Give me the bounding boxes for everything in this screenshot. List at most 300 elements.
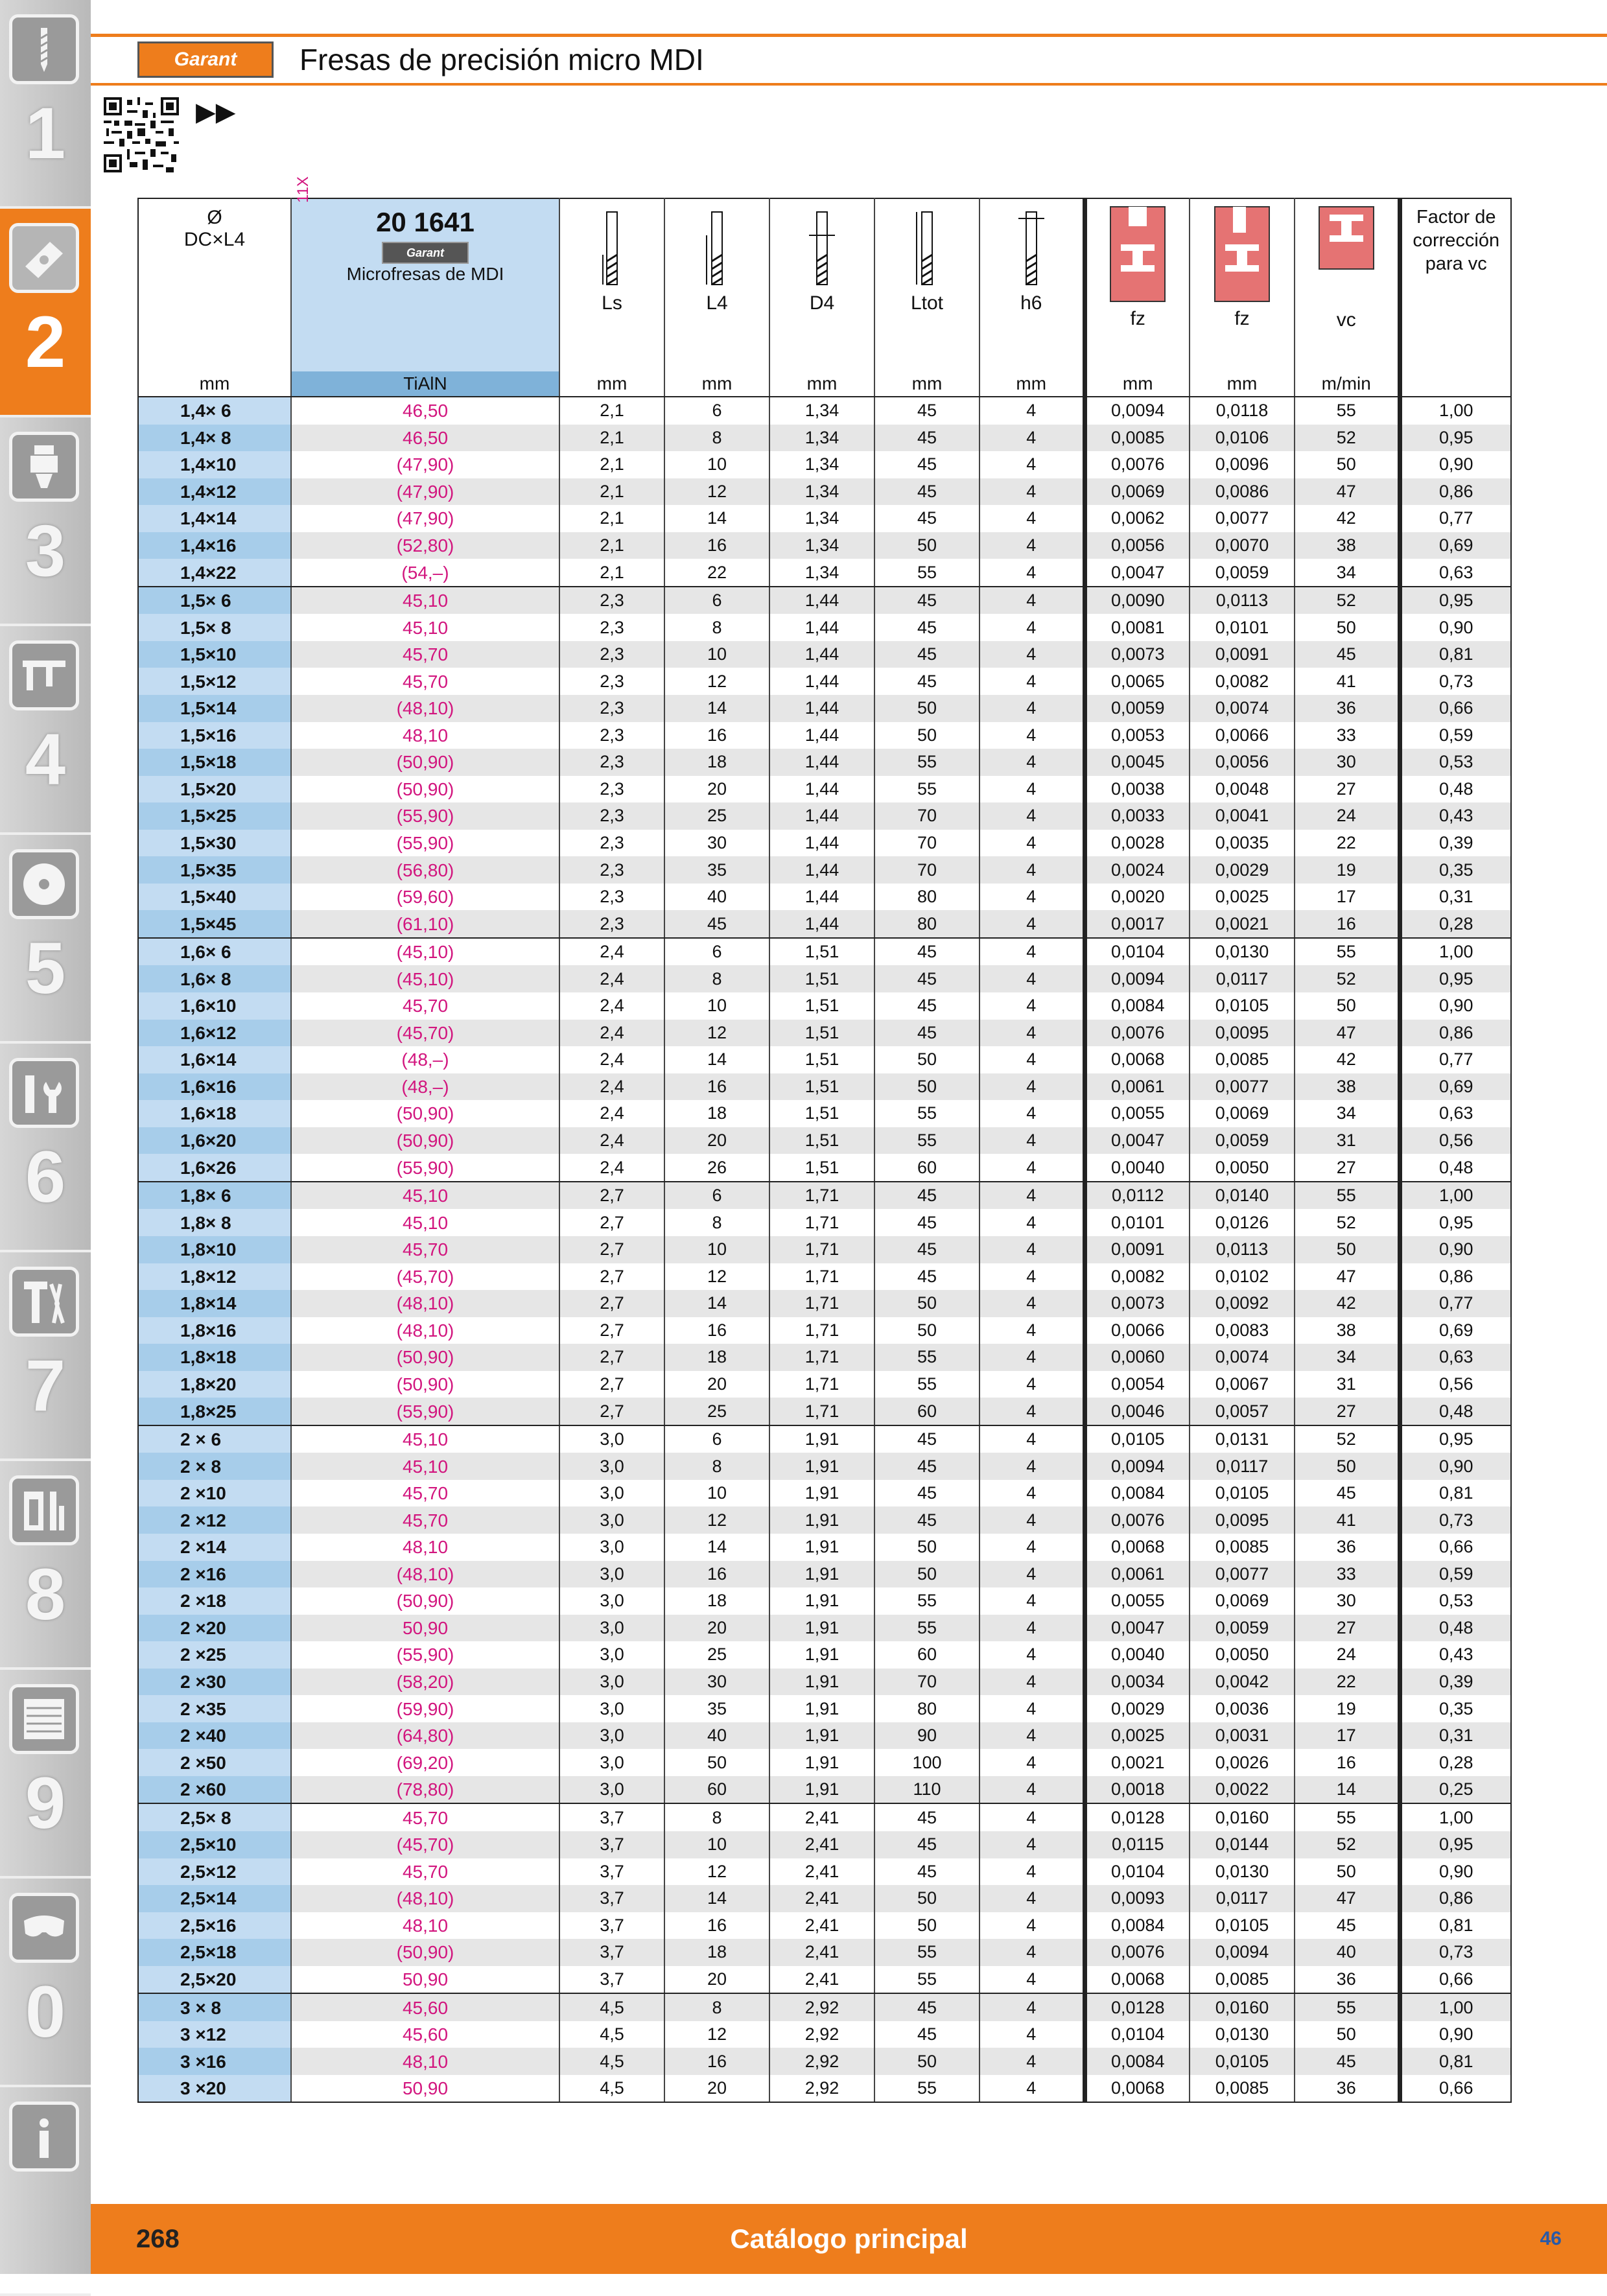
- table-row[interactable]: [138, 1398, 1511, 1425]
- header-correction: [1400, 198, 1511, 371]
- cell-fz-slot: 0,0084: [1085, 992, 1190, 1020]
- cell-l4: 25: [664, 1398, 769, 1425]
- cell-l4: 20: [664, 1371, 769, 1398]
- cell-l4: 14: [664, 695, 769, 722]
- cell-d4: 1,44: [769, 641, 874, 668]
- chapter-number: 8: [25, 1554, 66, 1635]
- cell-l4: 16: [664, 722, 769, 749]
- cell-ls: 2,1: [559, 425, 664, 452]
- saw-blade-icon: [20, 860, 68, 908]
- cell-dimension: 1,8× 6: [138, 1182, 291, 1210]
- cell-correction: 0,28: [1400, 910, 1511, 938]
- table-row[interactable]: [138, 1669, 1511, 1696]
- unit-coating: TiAlN: [291, 371, 559, 397]
- table-row[interactable]: [138, 884, 1511, 911]
- table-row[interactable]: [138, 1858, 1511, 1886]
- table-row[interactable]: [138, 938, 1511, 966]
- unit-correction: [1400, 371, 1511, 397]
- cell-d4: 1,44: [769, 830, 874, 857]
- cell-fz-slot: 0,0105: [1085, 1425, 1190, 1453]
- cell-l4: 20: [664, 1127, 769, 1154]
- cell-h6: 4: [979, 1615, 1085, 1642]
- table-row[interactable]: [138, 1236, 1511, 1263]
- cell-correction: 0,86: [1400, 1885, 1511, 1912]
- cell-d4: 1,91: [769, 1587, 874, 1615]
- cell-correction: 0,90: [1400, 2021, 1511, 2048]
- unit-h6: mm: [979, 371, 1085, 397]
- cell-l4: 8: [664, 425, 769, 452]
- cell-fz-side: 0,0140: [1190, 1182, 1295, 1210]
- cell-l4: 18: [664, 749, 769, 776]
- cell-dimension: 1,5×10: [138, 641, 291, 668]
- cell-h6: 4: [979, 776, 1085, 803]
- cell-fz-side: 0,0101: [1190, 614, 1295, 641]
- cell-fz-slot: 0,0115: [1085, 1831, 1190, 1858]
- cell-l4: 50: [664, 1749, 769, 1776]
- cell-dimension: 2 ×14: [138, 1534, 291, 1561]
- table-row[interactable]: [138, 1100, 1511, 1127]
- cell-d4: 1,91: [769, 1453, 874, 1480]
- cell-fz-side: 0,0160: [1190, 1993, 1295, 2021]
- table-row[interactable]: [138, 1046, 1511, 1073]
- cell-correction: 1,00: [1400, 1993, 1511, 2021]
- cell-ls: 3,0: [559, 1561, 664, 1588]
- cell-fz-side: 0,0057: [1190, 1398, 1295, 1425]
- cell-correction: 0,25: [1400, 1776, 1511, 1804]
- cell-fz-slot: 0,0047: [1085, 559, 1190, 587]
- cell-vc: 42: [1295, 1290, 1400, 1317]
- cell-fz-slot: 0,0038: [1085, 776, 1190, 803]
- cell-ls: 3,0: [559, 1425, 664, 1453]
- table-row[interactable]: [138, 1831, 1511, 1858]
- cell-fz-slot: 0,0104: [1085, 2021, 1190, 2048]
- chapter-tab-8[interactable]: [0, 1461, 91, 1670]
- cell-fz-side: 0,0085: [1190, 1966, 1295, 1994]
- cell-correction: 0,95: [1400, 965, 1511, 992]
- cell-ls: 3,7: [559, 1912, 664, 1939]
- cell-fz-slot: 0,0076: [1085, 1506, 1190, 1534]
- cell-price: 45,10: [291, 1209, 559, 1236]
- chapter-tab-7[interactable]: [0, 1252, 91, 1461]
- table-row[interactable]: [138, 2048, 1511, 2075]
- cell-ltot: 60: [874, 1641, 979, 1669]
- table-row[interactable]: [138, 1561, 1511, 1588]
- table-row[interactable]: [138, 1317, 1511, 1344]
- table-row[interactable]: [138, 1506, 1511, 1534]
- table-row[interactable]: [138, 532, 1511, 559]
- chapter-tab-3[interactable]: [0, 417, 91, 626]
- cell-correction: 0,31: [1400, 884, 1511, 911]
- table-row[interactable]: [138, 1371, 1511, 1398]
- cell-correction: 0,81: [1400, 2048, 1511, 2075]
- cell-ls: 3,0: [559, 1480, 664, 1507]
- table-row[interactable]: [138, 1641, 1511, 1669]
- cell-price: 45,10: [291, 1182, 559, 1210]
- table-row[interactable]: [138, 1776, 1511, 1804]
- cell-ls: 2,3: [559, 910, 664, 938]
- cell-vc: 55: [1295, 1182, 1400, 1210]
- table-row[interactable]: [138, 776, 1511, 803]
- cell-l4: 14: [664, 1534, 769, 1561]
- chapter-tab-9[interactable]: [0, 1670, 91, 1879]
- table-row[interactable]: [138, 1912, 1511, 1939]
- ls-label: Ls: [602, 292, 622, 314]
- chapter-tab-6[interactable]: [0, 1044, 91, 1252]
- cell-d4: 1,71: [769, 1182, 874, 1210]
- cell-ltot: 90: [874, 1722, 979, 1750]
- cell-price: (50,90): [291, 1587, 559, 1615]
- cell-price: (50,90): [291, 1939, 559, 1966]
- cell-price: (50,90): [291, 1127, 559, 1154]
- cell-ls: 2,4: [559, 1127, 664, 1154]
- cell-ls: 2,7: [559, 1209, 664, 1236]
- cell-ltot: 50: [874, 1317, 979, 1344]
- cell-price: (48,10): [291, 1290, 559, 1317]
- table-row[interactable]: [138, 587, 1511, 615]
- cell-ls: 2,1: [559, 532, 664, 559]
- cell-vc: 47: [1295, 1885, 1400, 1912]
- table-row[interactable]: [138, 1127, 1511, 1154]
- cell-dimension: 1,4×22: [138, 559, 291, 587]
- cell-d4: 1,44: [769, 695, 874, 722]
- chapter-icon-frame: [9, 2102, 79, 2172]
- cell-price: 45,70: [291, 1803, 559, 1831]
- table-row[interactable]: [138, 668, 1511, 695]
- table-row[interactable]: [138, 1209, 1511, 1236]
- cell-l4: 40: [664, 1722, 769, 1750]
- table-row[interactable]: [138, 992, 1511, 1020]
- cell-l4: 35: [664, 1695, 769, 1722]
- cell-ltot: 80: [874, 1695, 979, 1722]
- cell-ls: 2,3: [559, 641, 664, 668]
- cell-vc: 24: [1295, 802, 1400, 830]
- cell-ltot: 110: [874, 1776, 979, 1804]
- cell-h6: 4: [979, 1803, 1085, 1831]
- table-row[interactable]: [138, 451, 1511, 478]
- table-row[interactable]: [138, 505, 1511, 532]
- chapter-number: 6: [25, 1136, 66, 1217]
- table-row[interactable]: [138, 397, 1511, 425]
- table-row[interactable]: [138, 2075, 1511, 2103]
- cell-vc: 52: [1295, 1425, 1400, 1453]
- cell-d4: 1,44: [769, 910, 874, 938]
- chapter-number: 0: [25, 1971, 66, 2052]
- cell-l4: 8: [664, 1209, 769, 1236]
- table-row[interactable]: [138, 1695, 1511, 1722]
- cell-fz-slot: 0,0045: [1085, 749, 1190, 776]
- cell-ltot: 45: [874, 1182, 979, 1210]
- table-row[interactable]: [138, 1073, 1511, 1101]
- cell-dimension: 1,5×18: [138, 749, 291, 776]
- table-row[interactable]: [138, 2021, 1511, 2048]
- cell-price: (50,90): [291, 1344, 559, 1371]
- cell-l4: 25: [664, 1641, 769, 1669]
- cell-dimension: 2 ×60: [138, 1776, 291, 1804]
- cell-ltot: 55: [874, 1966, 979, 1994]
- cell-dimension: 1,5×35: [138, 856, 291, 884]
- cell-ltot: 45: [874, 1425, 979, 1453]
- cell-correction: 0,43: [1400, 802, 1511, 830]
- cell-d4: 1,51: [769, 1046, 874, 1073]
- cell-h6: 4: [979, 1939, 1085, 1966]
- table-row[interactable]: [138, 802, 1511, 830]
- table-row[interactable]: [138, 1182, 1511, 1210]
- cell-fz-slot: 0,0101: [1085, 1209, 1190, 1236]
- table-row[interactable]: [138, 1993, 1511, 2021]
- cell-fz-side: 0,0042: [1190, 1669, 1295, 1696]
- header-d4: [769, 198, 874, 371]
- cell-fz-slot: 0,0084: [1085, 2048, 1190, 2075]
- cell-d4: 1,44: [769, 668, 874, 695]
- cell-h6: 4: [979, 749, 1085, 776]
- drill-icon: [20, 25, 68, 73]
- cell-fz-side: 0,0086: [1190, 478, 1295, 506]
- cell-d4: 1,91: [769, 1425, 874, 1453]
- cell-vc: 14: [1295, 1776, 1400, 1804]
- chapter-tab-info[interactable]: [0, 2087, 91, 2296]
- cell-h6: 4: [979, 1695, 1085, 1722]
- cell-ltot: 45: [874, 965, 979, 992]
- cell-l4: 16: [664, 532, 769, 559]
- table-row[interactable]: [138, 641, 1511, 668]
- cell-correction: 0,73: [1400, 1506, 1511, 1534]
- table-row[interactable]: [138, 1803, 1511, 1831]
- cell-correction: 1,00: [1400, 1182, 1511, 1210]
- cell-h6: 4: [979, 1020, 1085, 1047]
- cell-l4: 14: [664, 1046, 769, 1073]
- cell-price: (50,90): [291, 749, 559, 776]
- table-row[interactable]: [138, 1615, 1511, 1642]
- cell-l4: 20: [664, 776, 769, 803]
- table-row[interactable]: [138, 1154, 1511, 1182]
- cell-ls: 4,5: [559, 2021, 664, 2048]
- cell-ltot: 55: [874, 2075, 979, 2103]
- forward-arrows-icon[interactable]: ▶▶: [196, 98, 236, 126]
- cell-l4: 14: [664, 1885, 769, 1912]
- cell-correction: 0,86: [1400, 1263, 1511, 1291]
- cell-ltot: 45: [874, 1236, 979, 1263]
- table-row[interactable]: [138, 1722, 1511, 1750]
- cell-l4: 18: [664, 1587, 769, 1615]
- table-row[interactable]: [138, 1263, 1511, 1291]
- endmill-l4-icon: [685, 209, 749, 287]
- table-row[interactable]: [138, 1534, 1511, 1561]
- table-row[interactable]: [138, 559, 1511, 587]
- cell-l4: 6: [664, 1425, 769, 1453]
- cell-price: (58,20): [291, 1669, 559, 1696]
- cell-h6: 4: [979, 1885, 1085, 1912]
- cell-fz-slot: 0,0055: [1085, 1587, 1190, 1615]
- cell-d4: 1,44: [769, 614, 874, 641]
- cell-d4: 1,51: [769, 1154, 874, 1182]
- section-number: 46: [1540, 2228, 1562, 2249]
- page-title: Fresas de precisión micro MDI: [299, 43, 704, 76]
- cell-correction: 0,43: [1400, 1641, 1511, 1669]
- cell-correction: 0,48: [1400, 776, 1511, 803]
- chapter-tab-0[interactable]: [0, 1879, 91, 2087]
- cell-h6: 4: [979, 2048, 1085, 2075]
- table-row[interactable]: [138, 856, 1511, 884]
- cell-d4: 1,71: [769, 1398, 874, 1425]
- chapter-tab-4[interactable]: [0, 626, 91, 835]
- cell-dimension: 1,5×40: [138, 884, 291, 911]
- cell-h6: 4: [979, 910, 1085, 938]
- table-row[interactable]: [138, 1885, 1511, 1912]
- cell-l4: 12: [664, 2021, 769, 2048]
- product-table: [137, 176, 1512, 2103]
- cell-l4: 20: [664, 1615, 769, 1642]
- unit-d4: mm: [769, 371, 874, 397]
- cell-vc: 22: [1295, 830, 1400, 857]
- cell-correction: 0,95: [1400, 1209, 1511, 1236]
- cell-h6: 4: [979, 1966, 1085, 1994]
- cell-dimension: 1,4× 8: [138, 425, 291, 452]
- header-fz-side: [1190, 198, 1295, 371]
- cell-h6: 4: [979, 614, 1085, 641]
- cell-vc: 52: [1295, 1209, 1400, 1236]
- table-row[interactable]: [138, 1749, 1511, 1776]
- cell-fz-side: 0,0074: [1190, 1344, 1295, 1371]
- cell-fz-side: 0,0130: [1190, 2021, 1295, 2048]
- cell-dimension: 1,6×16: [138, 1073, 291, 1101]
- table-row[interactable]: [138, 965, 1511, 992]
- cell-l4: 40: [664, 884, 769, 911]
- cell-ltot: 45: [874, 1480, 979, 1507]
- l4-label: L4: [706, 292, 728, 314]
- table-row[interactable]: [138, 1344, 1511, 1371]
- unit-dim: mm: [138, 371, 291, 397]
- cell-fz-side: 0,0059: [1190, 559, 1295, 587]
- cell-price: 46,50: [291, 425, 559, 452]
- table-row[interactable]: [138, 1453, 1511, 1480]
- cell-ltot: 70: [874, 856, 979, 884]
- cell-d4: 1,91: [769, 1561, 874, 1588]
- cell-fz-side: 0,0131: [1190, 1425, 1295, 1453]
- cell-ltot: 45: [874, 1453, 979, 1480]
- table-row[interactable]: [138, 478, 1511, 506]
- cell-d4: 1,51: [769, 1127, 874, 1154]
- cell-d4: 1,34: [769, 478, 874, 506]
- table-row[interactable]: [138, 1966, 1511, 1994]
- cell-d4: 1,34: [769, 397, 874, 425]
- table-row[interactable]: [138, 722, 1511, 749]
- cell-l4: 12: [664, 1020, 769, 1047]
- cell-h6: 4: [979, 2075, 1085, 2103]
- cell-h6: 4: [979, 1209, 1085, 1236]
- cell-d4: 1,71: [769, 1371, 874, 1398]
- cell-ltot: 45: [874, 1858, 979, 1886]
- cell-vc: 36: [1295, 695, 1400, 722]
- cell-ltot: 55: [874, 1939, 979, 1966]
- cell-vc: 24: [1295, 1641, 1400, 1669]
- cell-ltot: 45: [874, 505, 979, 532]
- cell-l4: 8: [664, 1453, 769, 1480]
- cell-dimension: 1,4×12: [138, 478, 291, 506]
- cell-h6: 4: [979, 641, 1085, 668]
- cell-ls: 2,7: [559, 1398, 664, 1425]
- cell-vc: 33: [1295, 722, 1400, 749]
- wrench-icon: [20, 1069, 68, 1117]
- cell-h6: 4: [979, 1263, 1085, 1291]
- cell-fz-slot: 0,0068: [1085, 1534, 1190, 1561]
- qr-code-icon[interactable]: [104, 97, 179, 172]
- chapter-tab-1[interactable]: [0, 0, 91, 209]
- cell-l4: 16: [664, 1561, 769, 1588]
- table-row[interactable]: [138, 614, 1511, 641]
- cell-dimension: 1,5×30: [138, 830, 291, 857]
- cell-l4: 12: [664, 1263, 769, 1291]
- chapter-tab-2[interactable]: [0, 209, 91, 417]
- garant-logo: Garant: [137, 41, 274, 78]
- cell-vc: 16: [1295, 910, 1400, 938]
- cell-correction: 0,28: [1400, 1749, 1511, 1776]
- table-row[interactable]: [138, 830, 1511, 857]
- chapter-tab-5[interactable]: [0, 835, 91, 1044]
- cell-ls: 2,3: [559, 749, 664, 776]
- cell-correction: 0,73: [1400, 1939, 1511, 1966]
- chapter-icon-frame: [9, 1267, 79, 1337]
- cell-d4: 2,92: [769, 2075, 874, 2103]
- table-row[interactable]: [138, 1587, 1511, 1615]
- table-row[interactable]: [138, 1425, 1511, 1453]
- cell-fz-side: 0,0117: [1190, 965, 1295, 992]
- cell-correction: 0,90: [1400, 614, 1511, 641]
- cell-d4: 2,41: [769, 1831, 874, 1858]
- cell-ltot: 55: [874, 1100, 979, 1127]
- cell-correction: 0,66: [1400, 695, 1511, 722]
- table-row[interactable]: [138, 1939, 1511, 1966]
- cell-ls: 2,1: [559, 397, 664, 425]
- hand-tools-icon: [20, 1486, 68, 1534]
- table-row[interactable]: [138, 910, 1511, 938]
- page-number: 268: [136, 2225, 180, 2253]
- cell-h6: 4: [979, 1398, 1085, 1425]
- cell-vc: 50: [1295, 451, 1400, 478]
- cell-ltot: 50: [874, 1046, 979, 1073]
- table-row[interactable]: [138, 1480, 1511, 1507]
- cell-price: (69,20): [291, 1749, 559, 1776]
- pliers-icon: [20, 1278, 68, 1326]
- cell-fz-slot: 0,0128: [1085, 1993, 1190, 2021]
- cell-vc: 47: [1295, 478, 1400, 506]
- cell-d4: 1,91: [769, 1749, 874, 1776]
- table-row[interactable]: [138, 1020, 1511, 1047]
- cell-dimension: 1,5× 6: [138, 587, 291, 615]
- cell-ls: 2,7: [559, 1290, 664, 1317]
- cell-fz-slot: 0,0084: [1085, 1912, 1190, 1939]
- cell-ls: 3,0: [559, 1641, 664, 1669]
- table-row[interactable]: [138, 425, 1511, 452]
- cell-dimension: 1,4× 6: [138, 397, 291, 425]
- table-row[interactable]: [138, 749, 1511, 776]
- cell-correction: 0,53: [1400, 1587, 1511, 1615]
- fz-side-label: fz: [1234, 308, 1250, 329]
- cell-fz-side: 0,0160: [1190, 1803, 1295, 1831]
- cell-ltot: 80: [874, 884, 979, 911]
- cell-vc: 17: [1295, 884, 1400, 911]
- cell-fz-slot: 0,0062: [1085, 505, 1190, 532]
- cell-price: 45,10: [291, 614, 559, 641]
- table-row[interactable]: [138, 1290, 1511, 1317]
- cell-ltot: 45: [874, 1263, 979, 1291]
- side-milling-hardened-icon: [1214, 205, 1271, 303]
- cell-l4: 16: [664, 1073, 769, 1101]
- table-row[interactable]: [138, 695, 1511, 722]
- cell-correction: 0,81: [1400, 641, 1511, 668]
- catalog-title: Catálogo principal: [730, 2223, 968, 2254]
- cell-ls: 3,7: [559, 1966, 664, 1994]
- cell-dimension: 1,6×26: [138, 1154, 291, 1182]
